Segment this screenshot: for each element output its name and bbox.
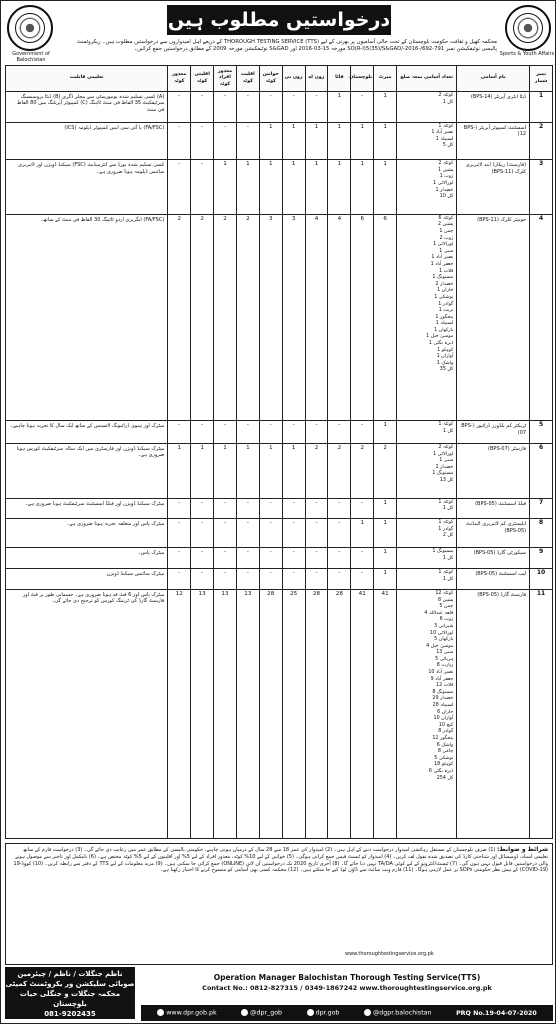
qualification-cell: (FA/FSC) یا آئی سی ایس کمپیوٹر ڈپلومہ (ICS) (6, 122, 168, 160)
post-name-cell: اسسٹنٹ کمپیوٹر آپریٹر (BPS-12) (457, 122, 530, 160)
qualification-cell: میٹرک پاس۔ (6, 548, 168, 569)
quota-count-cell: 41 (374, 589, 397, 838)
post-name-cell: ڈیٹا انٹری آپریٹر (BPS-14) (457, 92, 530, 123)
issuing-authority-box (5, 967, 135, 1019)
quota-count-cell: 2 (168, 214, 191, 421)
quota-count-cell: 4 (328, 214, 351, 421)
quota-count-cell: - (328, 421, 351, 444)
quota-count-cell: 1 (259, 122, 282, 160)
vacancy-table (5, 65, 553, 839)
quota-count-cell: - (236, 519, 259, 548)
quota-count-cell: - (168, 122, 191, 160)
serial-number-cell: 3 (530, 160, 553, 215)
quota-count-cell: 13 (191, 589, 214, 838)
quota-count-cell: 13 (214, 589, 237, 838)
serial-number-cell: 5 (530, 421, 553, 444)
post-name-cell: سیکورٹی گارڈ (BPS-05) (457, 548, 530, 569)
post-name-cell: لیب اسسٹنٹ (BPS-05) (457, 569, 530, 590)
post-name-cell: ایلیمنٹری کم لائبریری اٹینڈنٹ (BPS-05) (457, 519, 530, 548)
authority-phone: 081-9202435 (44, 1010, 96, 1018)
qualification-cell: میٹرک سیکنڈ ڈویژن اور فارسٹری میں ایک سالہ سرٹیفکیٹ کورس ہونا ضروری ہے۔ (6, 444, 168, 499)
quota-count-cell: - (282, 498, 305, 519)
quota-count-cell: 3 (259, 214, 282, 421)
column-header: نمبر شمار (530, 66, 553, 92)
column-header: تعلیمی قابلیت (6, 66, 168, 92)
district-quota-cell: کوئٹہ 2 کل 1 (397, 92, 457, 123)
serial-number-cell: 2 (530, 122, 553, 160)
post-name-cell: جونیئر کلرک (BPS-11) (457, 214, 530, 421)
quota-count-cell: - (214, 519, 237, 548)
quota-count-cell: 1 (328, 122, 351, 160)
authority-title: ناظم جنگلات / ناظم / چیئرمین (17, 970, 123, 978)
facebook-icon (307, 1009, 314, 1016)
quota-count-cell: - (168, 421, 191, 444)
quota-count-cell: 1 (374, 92, 397, 123)
quota-count-cell: 2 (374, 444, 397, 499)
quota-count-cell: 4 (305, 214, 328, 421)
quota-count-cell: - (214, 569, 237, 590)
quota-count-cell: - (328, 498, 351, 519)
post-name-cell: (فارسٹ) ریکارڈ ایند لائبریری کلرک (BPS-11) (457, 160, 530, 215)
website-link[interactable]: www.dpr.gob.pk (157, 1009, 216, 1017)
quota-count-cell: - (351, 569, 374, 590)
contact-numbers: Contact No.: 0812-827315 / 0349-1867242 www.thoroughtestingservice.org.pk (202, 984, 492, 992)
district-quota-cell: کوئٹہ 2 پشین 1 ژوب 1 لورالائی 1 خضدار 1 کل 10 (397, 160, 457, 215)
quota-count-cell: - (168, 498, 191, 519)
serial-number-cell: 7 (530, 498, 553, 519)
quota-count-cell: - (236, 421, 259, 444)
quota-count-cell: - (214, 548, 237, 569)
district-quota-cell: کوئٹہ 12 پشین 8 چمن 5 قلعہ عبداللہ 4 ژوب 6 شیرانی 3 لورالائی 10 بارکھان 5 موسیٰ خیل 4 سبی 13 ہرنائی 5 زیارت 8 نصیر آباد 10 جعفر آباد 9 قلات 12 مستونگ 8 خضدار 29 لسبیلہ 28 خاران 6 آواران 10 کیچ 10 گوادر 8 پنجگور 12 واشک 6 چاغی 8 نوشکی 5 کوہلو 18 ڈیرہ بگٹی 6 کل 254 (397, 589, 457, 838)
qualification-cell: کسی تسلیم شدہ بورڈ سے انٹرمیڈیٹ (FSC) سیکنڈ ڈویژن اور لائبریری سائنس ڈپلومہ ہونا ضروری ہے۔ (6, 160, 168, 215)
column-header: اقلیتی کوٹہ (191, 66, 214, 92)
table-row (6, 589, 553, 838)
post-name-cell: ٹریکٹر کم بلڈوزر ڈرائیور (BPS-07) (457, 421, 530, 444)
quota-count-cell: 28 (328, 589, 351, 838)
quota-count-cell: 1 (259, 160, 282, 215)
quota-count-cell: - (214, 122, 237, 160)
column-header: اقلیت کوٹہ (236, 66, 259, 92)
tts-website-link[interactable]: www.thoroughtestingservice.org.pk (345, 951, 434, 957)
quota-count-cell: - (191, 498, 214, 519)
column-header: زون اے (305, 66, 328, 92)
quota-count-cell: - (191, 569, 214, 590)
quota-count-cell: - (191, 548, 214, 569)
quota-count-cell: 1 (191, 444, 214, 499)
quota-count-cell: - (305, 548, 328, 569)
page-title: درخواستیں مطلوب ہیں (167, 5, 391, 35)
serial-number-cell: 8 (530, 519, 553, 548)
column-header: خواتین کوٹہ (259, 66, 282, 92)
table-row (6, 444, 553, 499)
quota-count-cell: 1 (374, 122, 397, 160)
contact-info (141, 967, 553, 1001)
quota-count-cell: 1 (236, 444, 259, 499)
twitter-icon (241, 1009, 248, 1016)
quota-count-cell: - (305, 498, 328, 519)
quota-count-cell: 28 (259, 589, 282, 838)
quota-count-cell: 1 (374, 569, 397, 590)
quota-count-cell: - (259, 548, 282, 569)
quota-count-cell: 1 (168, 444, 191, 499)
quota-count-cell: - (282, 519, 305, 548)
serial-number-cell: 9 (530, 548, 553, 569)
quota-count-cell: - (328, 548, 351, 569)
column-header: زون بی (282, 66, 305, 92)
post-name-cell: فیلڈ اسسٹنٹ (BPS-05) (457, 498, 530, 519)
quota-count-cell: 6 (351, 214, 374, 421)
instagram-link[interactable]: @dgpr.balochistan (364, 1009, 432, 1017)
quota-count-cell: 1 (374, 421, 397, 444)
quota-count-cell: - (259, 519, 282, 548)
quota-count-cell: - (259, 92, 282, 123)
quota-count-cell: 1 (259, 444, 282, 499)
qualification-cell: (A) کسی تسلیم شدہ یونیورسٹی سے بیچلر ڈگری (B) ڈیٹا پروسیسنگ سرٹیفکیٹ 35 الفاظ فی منٹ ٹائپنگ (C) کمپیوٹر آپریٹنگ میں 80 الفاظ فی منٹ (6, 92, 168, 123)
quota-count-cell: - (282, 548, 305, 569)
quota-count-cell: - (168, 548, 191, 569)
qualification-cell: میٹرک اور ہیوی ڈرائیونگ لائسنس کے ساتھ ایک سال کا تجربہ ہونا چاہیے۔ (6, 421, 168, 444)
quota-count-cell: - (351, 421, 374, 444)
quota-count-cell: 1 (282, 160, 305, 215)
quota-count-cell: - (305, 421, 328, 444)
column-header: معذور کوٹہ (168, 66, 191, 92)
quota-count-cell: - (168, 519, 191, 548)
quota-count-cell: - (236, 122, 259, 160)
quota-count-cell: 1 (305, 160, 328, 215)
table-row (6, 519, 553, 548)
quota-count-cell: - (351, 498, 374, 519)
quota-count-cell: - (236, 92, 259, 123)
intro-paragraph: محکمہ کھیل و ثقافت حکومت بلوچستان کے تحت خالی آسامیوں پر بھرتی کے لیے THOROUGH TESTING SERVICE (TTS) کے ذریعے اہل امیدواروں سے درخواستیں مطلوب ہیں۔ ریکروٹمنٹ پالیسی نوٹیفکیشن نمبر SO(R-I)5(35)/S&GAD/-2016-/692-791 مورخہ 15-03-2016 اور S&GAD نوٹیفکیشن مورخہ 2009 کے مطابق درخواستیں جمع کرائیں۔ (76, 39, 497, 52)
social-bar (141, 1005, 553, 1021)
right-emblem-caption: Sports & Youth Affairs (499, 51, 555, 57)
operation-manager-line: Operation Manager Balochistan Thorough Testing Service(TTS) (213, 973, 481, 982)
quota-count-cell: 1 (351, 519, 374, 548)
quota-count-cell: - (305, 569, 328, 590)
quota-count-cell: - (236, 498, 259, 519)
vacancy-table-wrapper (5, 65, 553, 839)
quota-count-cell: - (259, 421, 282, 444)
quota-count-cell: 1 (351, 160, 374, 215)
table-row (6, 498, 553, 519)
quota-count-cell: 25 (282, 589, 305, 838)
qualification-cell: میٹرک سائنس سیکنڈ ڈویژن (6, 569, 168, 590)
instagram-icon (364, 1009, 371, 1016)
post-name-cell: فارسٹر (BPS-07) (457, 444, 530, 499)
serial-number-cell: 11 (530, 589, 553, 838)
quota-count-cell: - (214, 498, 237, 519)
twitter-link[interactable]: @dpr_gob (241, 1009, 282, 1017)
quota-count-cell: - (236, 548, 259, 569)
quota-count-cell: 1 (374, 519, 397, 548)
qualification-cell: میٹرک سیکنڈ ڈویژن اور فیلڈ اسسٹنٹ سرٹیفکیٹ ہونا ضروری ہے۔ (6, 498, 168, 519)
quota-count-cell: 41 (351, 589, 374, 838)
quota-count-cell: 1 (351, 122, 374, 160)
quota-count-cell: - (168, 92, 191, 123)
quota-count-cell: - (305, 519, 328, 548)
serial-number-cell: 10 (530, 569, 553, 590)
post-name-cell: فارسٹ گارڈ (BPS-05) (457, 589, 530, 838)
quota-count-cell: - (191, 519, 214, 548)
quota-count-cell: - (259, 498, 282, 519)
serial-number-cell: 1 (530, 92, 553, 123)
authority-department: محکمہ جنگلات و جنگلی حیات بلوچستان (19, 990, 121, 1008)
quota-count-cell: 12 (168, 589, 191, 838)
district-quota-cell: مستونگ 1 کل 1 (397, 548, 457, 569)
column-header: فاٹا (328, 66, 351, 92)
quota-count-cell: - (282, 569, 305, 590)
quota-count-cell: 1 (328, 92, 351, 123)
quota-count-cell: - (282, 92, 305, 123)
quota-count-cell: - (214, 421, 237, 444)
qualification-cell: میٹرک پاس اور متعلقہ تجربہ ہونا ضروری ہے۔ (6, 519, 168, 548)
district-quota-cell: کوئٹہ 1 کل 1 (397, 569, 457, 590)
quota-count-cell: - (351, 548, 374, 569)
quota-count-cell: 1 (282, 444, 305, 499)
quota-count-cell: 2 (328, 444, 351, 499)
quota-count-cell: 1 (236, 160, 259, 215)
quota-count-cell: 13 (236, 589, 259, 838)
qualification-cell: میٹرک پاس اور 6 فٹ قد ہونا ضروری ہے۔ جسمانی طور پر فٹ اور فارسٹ گارڈ کی ٹریننگ کورس کو ترجیح دی جائے گی۔ (6, 589, 168, 838)
department-seal-icon (505, 5, 551, 51)
government-emblem-icon (7, 5, 53, 51)
column-header: نام آسامی (457, 66, 530, 92)
column-header: بلوچستان (351, 66, 374, 92)
quota-count-cell: - (214, 92, 237, 123)
quota-count-cell: - (328, 519, 351, 548)
quota-count-cell: - (168, 160, 191, 215)
quota-count-cell: 2 (191, 214, 214, 421)
quota-count-cell: - (191, 122, 214, 160)
terms-heading: شرائط و ضوابط: (497, 846, 548, 853)
quota-count-cell: - (282, 421, 305, 444)
quota-count-cell: - (236, 569, 259, 590)
prq-number: PRQ No.19-04-07-2020 (456, 1009, 537, 1017)
district-quota-cell: کوئٹہ 1 نصیر آباد 1 لسبیلہ 1 کل 5 (397, 122, 457, 160)
quota-count-cell: - (328, 569, 351, 590)
district-quota-cell: کوئٹہ 1 گوادر 1 کل 2 (397, 519, 457, 548)
serial-number-cell: 4 (530, 214, 553, 421)
quota-count-cell: 1 (282, 122, 305, 160)
table-row (6, 569, 553, 590)
quota-count-cell: 1 (214, 444, 237, 499)
column-header: میرٹ (374, 66, 397, 92)
quota-count-cell: 1 (374, 160, 397, 215)
quota-count-cell: - (305, 92, 328, 123)
quota-count-cell: 2 (305, 444, 328, 499)
quota-count-cell: 1 (305, 122, 328, 160)
qualification-cell: (FA/FSC) انگریزی اردو ٹائپنگ 30 الفاظ فی منٹ کے ساتھ۔ (6, 214, 168, 421)
district-quota-cell: کوئٹہ 2 لورالائی 1 سبی 1 خضدار 1 مستونگ 1 کل 13 (397, 444, 457, 499)
table-body (6, 92, 553, 839)
quota-count-cell: 2 (236, 214, 259, 421)
quota-count-cell: 6 (374, 214, 397, 421)
table-header-row (6, 66, 553, 92)
table-row (6, 122, 553, 160)
quota-count-cell: 2 (351, 444, 374, 499)
quota-count-cell: - (191, 92, 214, 123)
terms-body: (1) صرف بلوچستان کے مستقل رہائشی امیدوار درخواست دینے کے اہل ہیں۔ (2) امیدوار کی عمر 18 سے 28 سال کے درمیان ہونی چاہیے، حکومتی پالیسی کے مطابق عمر میں رعایت دی جائے گی۔ (3) درخواست فارم کے ساتھ تعلیمی اسناد، ڈومیسائل اور شناختی کارڈ کی تصدیق شدہ نقول لف کریں۔ (4) امیدوار کو ٹیسٹ فیس جمع کرانی ہوگی۔ (5) خواتین کے لیے 10% کوٹہ، معذور افراد کے لیے 5% اور اقلیتوں کے لیے 5% کوٹہ مختص ہے۔ (6) نامکمل اور تاخیر سے موصول ہونے والی درخواستیں قابل قبول نہیں ہوں گی۔ (7) ٹیسٹ/انٹرویو کے لیے کوئی TA/DA نہیں دیا جائے گا۔ (8) آخری تاریخ 2020 تک درخواستیں آن لائن (ONLINE) جمع کرائی جا سکتی ہیں۔ (9) مزید معلومات کے لیے TTS کے دفتر سے رابطہ کریں۔ (10) کووڈ-19 (COVID-19) کے پیش نظر حکومتی SOPs پر عمل لازمی ہوگا۔ (11) فارم ویب سائٹ سے ڈاؤن لوڈ کیے جا سکتے ہیں۔ (12) محکمہ کسی بھی آسامی کو منسوخ کرنے کا اختیار رکھتا ہے۔ (13, 847, 548, 874)
authority-committee: صوبائی سلیکشن ور یکروٹمنٹ کمیٹی (5, 980, 135, 988)
quota-count-cell: - (191, 421, 214, 444)
district-quota-cell: کوئٹہ 1 کل 1 (397, 498, 457, 519)
quota-count-cell: - (191, 160, 214, 215)
column-header: معذور افراد کوٹہ (214, 66, 237, 92)
quota-count-cell: - (259, 569, 282, 590)
table-row (6, 421, 553, 444)
quota-count-cell: 2 (214, 214, 237, 421)
column-header: تعداد آسامی بمعہ ضلع (397, 66, 457, 92)
table-row (6, 92, 553, 123)
table-row (6, 160, 553, 215)
quota-count-cell: - (351, 92, 374, 123)
quota-count-cell: 3 (282, 214, 305, 421)
quota-count-cell: 1 (214, 160, 237, 215)
quota-count-cell: 1 (374, 548, 397, 569)
quota-count-cell: 1 (374, 498, 397, 519)
district-quota-cell: کوئٹہ 6 پشین 2 چمن 1 ژوب 2 لورالائی 1 سبی 1 نصیر آباد 1 جعفر آباد 1 قلات 1 مستونگ 1 خضدار 2 خاران 1 نوشکی 1 گوادر 1 تربت 1 پنجگور 1 لسبیلہ 1 بارکھان 1 موسیٰ خیل 1 ڈیرہ بگٹی 1 کوہلو 1 آواران 1 واشک 1 کل 35 (397, 214, 457, 421)
header (1, 1, 556, 63)
quota-count-cell: 1 (328, 160, 351, 215)
globe-icon (157, 1009, 164, 1016)
left-emblem-caption: Government of Balochistan (12, 51, 50, 63)
facebook-link[interactable]: dpr.gob (307, 1009, 340, 1017)
terms-and-conditions (5, 843, 553, 965)
quota-count-cell: - (168, 569, 191, 590)
table-row (6, 214, 553, 421)
district-quota-cell: کوئٹہ 1 کل 1 (397, 421, 457, 444)
table-row (6, 548, 553, 569)
quota-count-cell: 28 (305, 589, 328, 838)
serial-number-cell: 6 (530, 444, 553, 499)
